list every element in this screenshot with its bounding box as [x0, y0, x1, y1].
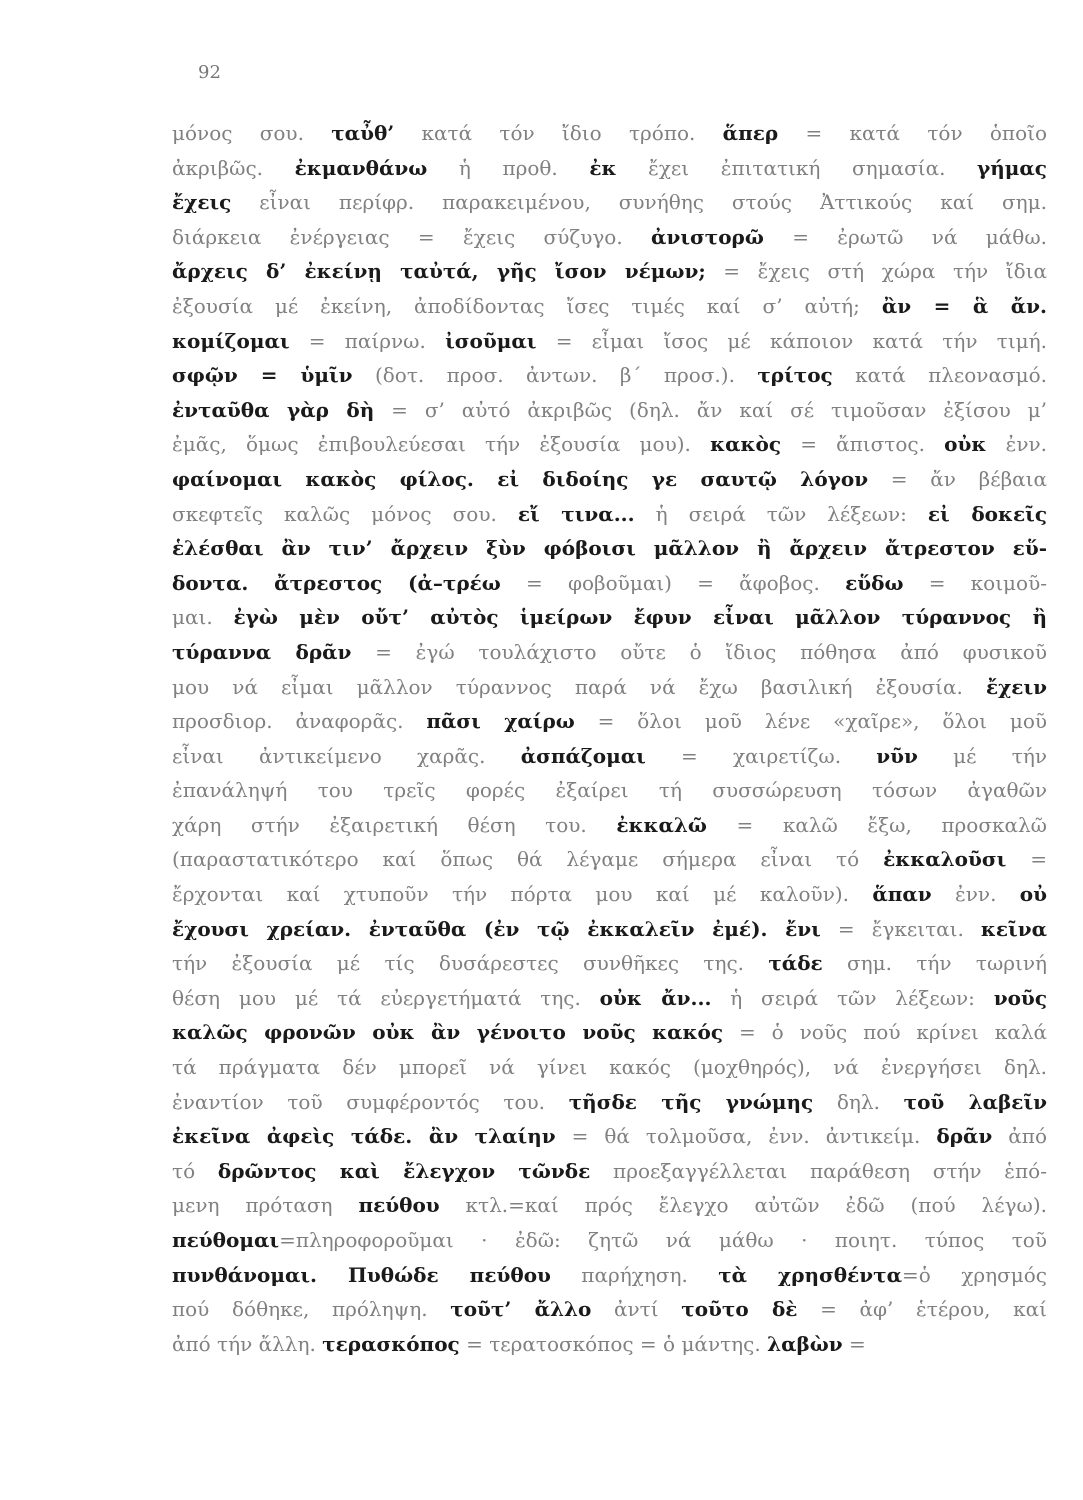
lemma-term: ἐνταῦθα γὰρ δὴ: [172, 397, 375, 422]
text-line: [172, 393, 1047, 428]
commentary-text-segment: ἡ σειρά τῶν λέξεων:: [711, 985, 994, 1010]
text-line: [172, 1327, 1047, 1362]
text-line: [172, 1050, 1047, 1085]
text-line: [172, 600, 1047, 635]
text-line: [172, 670, 1047, 705]
lemma-term: ἐκμανθάνω: [294, 155, 428, 180]
lemma-term: πυνθάνομαι. Πυθώδε πεύθου: [172, 1262, 551, 1287]
text-line: [172, 842, 1047, 877]
text-line: [172, 1223, 1047, 1258]
lemma-term: γήμας: [977, 155, 1047, 180]
lemma-term: σφῷν = ὑμῖν: [172, 363, 353, 388]
lemma-term: ἰσοῦμαι: [445, 328, 537, 353]
lemma-term: τάδε: [768, 951, 823, 976]
text-line: [172, 1015, 1047, 1050]
text-line: [172, 289, 1047, 324]
text-line: [172, 808, 1047, 843]
commentary-text-segment: = ἀφ’ ἑτέρου, καί: [797, 1297, 1047, 1322]
lemma-term: τοῦτ’ ἄλλο: [450, 1297, 592, 1322]
commentary-text-segment: τό: [172, 1158, 218, 1183]
commentary-text-segment: = ἔχεις στή χώρα τήν ἴδια: [705, 259, 1048, 284]
commentary-text-segment: παρήχηση.: [550, 1262, 719, 1287]
commentary-text-segment: = χαιρετίζω.: [645, 743, 877, 768]
commentary-text-segment: διάρκεια ἐνέργειας = ἔχεις σύζυγο.: [172, 224, 652, 249]
text-line: [172, 151, 1047, 186]
commentary-text-segment: = κοιμοῦ-: [903, 570, 1047, 595]
lemma-term: δρῶντος καὶ ἔλεγχον τῶνδε: [217, 1158, 591, 1183]
lemma-term: εὕδω: [845, 570, 904, 595]
commentary-text-segment: ἀντί: [591, 1297, 682, 1322]
text-line: [172, 877, 1047, 912]
text-line: [172, 116, 1047, 151]
commentary-text-segment: πού δόθηκε, πρόληψη.: [172, 1297, 451, 1322]
commentary-text-segment: προεξαγγέλλεται παράθεση στήν ἑπό-: [590, 1158, 1047, 1183]
lemma-term: κομίζομαι: [172, 328, 290, 353]
text-line: [172, 1154, 1047, 1189]
commentary-text-segment: θέση μου μέ τά εὐεργετήματά της.: [172, 985, 600, 1010]
lemma-term: νῦν: [876, 743, 918, 768]
commentary-text-segment: =: [842, 1331, 866, 1356]
lemma-term: δρᾶν: [936, 1124, 993, 1149]
commentary-text-segment: = καλῶ ἔξω, προσκαλῶ: [706, 812, 1047, 837]
page-number: 92: [198, 62, 221, 83]
commentary-text-segment: τήν ἐξουσία μέ τίς δυσάρεστες συνθῆκες της.: [172, 951, 769, 976]
lemma-term: οὐ: [1019, 882, 1047, 907]
commentary-text-segment: τά πράγματα δέν μπορεῖ νά γίνει κακός (μοχθηρός), νά ἐνεργήσει δηλ.: [172, 1055, 1047, 1080]
commentary-text-segment: μου νά εἶμαι μᾶλλον τύραννος παρά νά ἔχω βασιλική ἐξουσία.: [172, 674, 986, 699]
lemma-term: φαίνομαι κακὸς φίλος. εἰ διδοίης γε σαυτῷ λόγον: [172, 466, 869, 491]
commentary-text-segment: ἐμᾶς, ὅμως ἐπιβουλεύεσαι τήν ἐξουσία μου).: [172, 432, 711, 457]
lemma-term: ἀσπάζομαι: [520, 743, 646, 768]
commentary-text-segment: μόνος σου.: [172, 121, 332, 145]
commentary-text-segment: χάρη στήν ἐξαιρετική θέση του.: [172, 812, 617, 837]
lemma-term: ταὖθ’: [331, 121, 395, 145]
commentary-text-segment: ἀπό: [992, 1124, 1047, 1149]
lemma-term: τοῦτο δὲ: [681, 1297, 798, 1322]
commentary-text-segment: = ὁ νοῦς πού κρίνει καλά: [723, 1020, 1047, 1045]
commentary-text-segment: κατά τόν ἴδιο τρόπο.: [394, 121, 723, 145]
text-line: [172, 220, 1047, 255]
text-line: [172, 185, 1047, 220]
commentary-text: [172, 116, 1047, 1361]
text-line: [172, 254, 1047, 289]
text-line: [172, 1292, 1047, 1327]
lemma-term: ἔχουσι χρείαν. ἐνταῦθα (ἐν τῷ ἐκκαλεῖν ἐμέ). ἔνι: [172, 916, 821, 941]
text-line: [172, 1188, 1047, 1223]
commentary-text-segment: κτλ.=καί πρός ἔλεγχο αὐτῶν ἐδῶ (πού λέγω).: [439, 1193, 1047, 1218]
commentary-text-segment: = ἄπιστος.: [781, 432, 945, 457]
lemma-term: τοῦ λαβεῖν: [903, 1089, 1047, 1114]
commentary-text-segment: εἶναι ἀντικείμενο χαρᾶς.: [172, 743, 521, 768]
text-line: [172, 324, 1047, 359]
commentary-text-segment: = ἐρωτῶ νά μάθω.: [763, 224, 1047, 249]
commentary-text-segment: = τερατοσκόπος = ὁ μάντης.: [459, 1331, 768, 1356]
lemma-term: ἔχειν: [985, 674, 1047, 699]
commentary-text-segment: ἔχει ἐπιτατική σημασία.: [616, 155, 978, 180]
commentary-text-segment: ἐνν.: [986, 432, 1047, 457]
text-line: [172, 1085, 1047, 1120]
commentary-text-segment: = σ’ αὐτό ἀκριβῶς (δηλ. ἄν καί σέ τιμοῦσαν ἐξίσου μ’: [374, 397, 1047, 422]
text-line: [172, 566, 1047, 601]
lemma-term: τὰ χρησθέντα: [718, 1262, 903, 1287]
lemma-term: ἐκκαλοῦσι: [883, 847, 1007, 872]
text-line: [172, 531, 1047, 566]
lemma-term: ἐκ: [589, 155, 617, 180]
text-line: [172, 773, 1047, 808]
lemma-term: πᾶσι χαίρω: [426, 709, 575, 734]
lemma-term: ἐγὼ μὲν οὔτ’ αὐτὸς ἱμείρων ἔφυν εἶναι μᾶλλον τύραννος ἢ: [233, 605, 1047, 630]
text-line: [172, 739, 1047, 774]
text-line: [172, 497, 1047, 532]
lemma-term: τερασκόπος: [322, 1331, 460, 1356]
lemma-term: πεύθομαι: [172, 1228, 280, 1252]
lemma-term: ἅπερ: [722, 121, 779, 145]
lemma-term: τρίτος: [757, 363, 833, 388]
commentary-text-segment: ἐξουσία μέ ἐκείνη, ἀποδίδοντας ἴσες τιμές καί σ’ αὐτή;: [172, 293, 882, 318]
commentary-text-segment: (δοτ. προσ. ἀντων. β΄ προσ.).: [352, 363, 758, 388]
commentary-text-segment: προσδιορ. ἀναφορᾶς.: [172, 709, 427, 734]
lemma-term: κεῖνα: [980, 916, 1047, 941]
commentary-text-segment: = παίρνω.: [289, 328, 446, 353]
lemma-term: τῆσδε τῆς γνώμης: [568, 1089, 814, 1114]
text-line: [172, 358, 1047, 393]
lemma-term: οὐκ: [944, 432, 987, 457]
commentary-text-segment: =: [1006, 847, 1047, 872]
commentary-text-segment: σημ. τήν τωρινή: [822, 951, 1047, 976]
text-line: [172, 1119, 1047, 1154]
lemma-term: κακὸς: [710, 432, 781, 457]
commentary-text-segment: =πληροφοροῦμαι · ἐδῶ: ζητῶ νά μάθω · ποιητ. τύπος τοῦ: [279, 1228, 1047, 1252]
lemma-term: ἔχεις: [172, 190, 232, 215]
lemma-term: λαβὼν: [767, 1331, 843, 1356]
lemma-term: οὐκ ἄν...: [599, 985, 712, 1010]
commentary-text-segment: = ἔγκειται.: [820, 916, 981, 941]
lemma-term: δοντα. ἄτρεστος (ἀ–τρέω: [172, 570, 501, 595]
commentary-text-segment: εἶναι περίφρ. παρακειμένου, συνήθης στούς Ἀττικούς καί σημ.: [231, 190, 1047, 215]
lemma-term: εἴ τινα...: [517, 501, 635, 526]
commentary-text-segment: μαι.: [172, 605, 234, 630]
commentary-text-segment: =ὁ χρησμός: [902, 1262, 1047, 1287]
lemma-term: ἅπαν: [872, 882, 932, 907]
text-line: [172, 1258, 1047, 1293]
commentary-text-segment: δηλ.: [813, 1089, 904, 1114]
commentary-text-segment: = φοβοῦμαι) = ἄφοβος.: [500, 570, 846, 595]
lemma-term: ἄρχεις δ’ ἐκείνῃ ταὐτά, γῆς ἴσον νέμων;: [172, 259, 706, 284]
lemma-term: πεύθου: [358, 1193, 440, 1218]
text-line: [172, 462, 1047, 497]
lemma-term: ἐκεῖνα ἀφεὶς τάδε. ἂν τλαίην: [172, 1124, 556, 1149]
commentary-text-segment: ἐπανάληψή του τρεῖς φορές ἐξαίρει τή συσσώρευση τόσων ἀγαθῶν: [172, 778, 1047, 803]
commentary-text-segment: ἔρχονται καί χτυποῦν τήν πόρτα μου καί μέ καλοῦν).: [172, 882, 873, 907]
text-line: [172, 981, 1047, 1016]
commentary-text-segment: σκεφτεῖς καλῶς μόνος σου.: [172, 501, 518, 526]
commentary-text-segment: = εἶμαι ἴσος μέ κάποιον κατά τήν τιμή.: [536, 328, 1047, 353]
commentary-text-segment: ἀπό τήν ἄλλη.: [172, 1331, 323, 1356]
lemma-term: καλῶς φρονῶν οὐκ ἂν γένοιτο νοῦς κακός: [172, 1020, 724, 1045]
commentary-text-segment: μέ τήν: [917, 743, 1047, 768]
commentary-text-segment: = κατά τόν ὁποῖο: [778, 121, 1047, 145]
commentary-text-segment: κατά πλεονασμό.: [832, 363, 1047, 388]
commentary-text-segment: ἡ προθ.: [427, 155, 590, 180]
commentary-text-segment: = θά τολμοῦσα, ἐνν. ἀντικείμ.: [555, 1124, 937, 1149]
lemma-term: νοῦς: [993, 985, 1047, 1010]
commentary-text-segment: = ἐγώ τουλάχιστο οὔτε ὁ ἴδιος πόθησα ἀπό φυσικοῦ: [351, 639, 1047, 664]
lemma-term: ἑλέσθαι ἂν τιν’ ἄρχειν ξὺν φόβοισι μᾶλλον ἢ ἄρχειν ἄτρεστον εὕ-: [172, 536, 1047, 561]
text-line: [172, 427, 1047, 462]
text-line: [172, 946, 1047, 981]
commentary-text-segment: ἀκριβῶς.: [172, 155, 295, 180]
commentary-text-segment: ἐνν.: [931, 882, 1020, 907]
commentary-text-segment: ἡ σειρά τῶν λέξεων:: [634, 501, 928, 526]
text-line: [172, 912, 1047, 947]
lemma-term: εἰ δοκεῖς: [927, 501, 1048, 526]
lemma-term: τύραννα δρᾶν: [172, 639, 352, 664]
text-line: [172, 704, 1047, 739]
commentary-text-segment: (παραστατικότερο καί ὅπως θά λέγαμε σήμερα εἶναι τό: [172, 847, 884, 872]
commentary-text-segment: = ὅλοι μοῦ λένε «χαῖρε», ὅλοι μοῦ: [574, 709, 1048, 734]
commentary-text-segment: = ἄν βέβαια: [868, 466, 1047, 491]
commentary-text-segment: μενη πρόταση: [172, 1193, 359, 1218]
text-line: [172, 635, 1047, 670]
lemma-term: ἐκκαλῶ: [616, 812, 707, 837]
lemma-term: ἀνιστορῶ: [651, 224, 764, 249]
commentary-text-segment: ἐναντίον τοῦ συμφέροντός του.: [172, 1089, 569, 1114]
lemma-term: ἂν = ἃ ἄν.: [881, 293, 1047, 318]
